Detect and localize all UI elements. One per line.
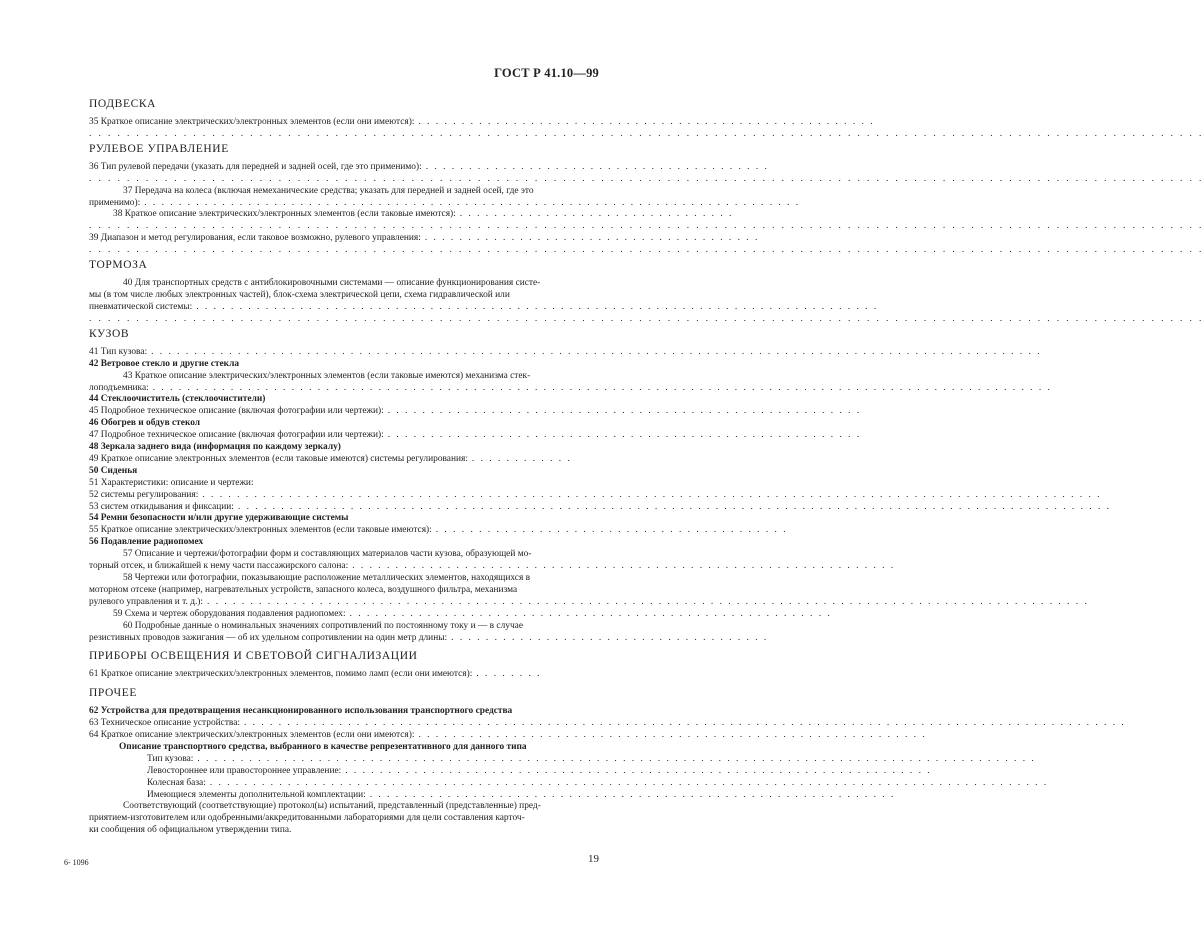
- item-40-line2: мы (в том числе любых электронных частей), блок-схема электрической цепи, схема гидравлической или: [89, 290, 510, 301]
- representative-title: Описание транспортного средства, выбранного в качестве репрезентативного для данного типа: [119, 741, 527, 752]
- fill-line: . . . . . . . . . . . . . . . . . . . . . . . . . . . . . . . . . . . . . . . . . . . . . . . . . . . . . . . . . . . . . . . . . . . . . . . . . . . . . . . . . . . . . . . . . . . . . . . . . . . . . . . . . . . . . . . . . . . . . .: [89, 245, 1204, 256]
- item-51: 51 Характеристики: описание и чертежи:: [89, 477, 254, 488]
- leader-dots: . . . . . . . . . . . . . . . . . . . . . . . . . . . . . . . . . . . . . . . . . . . . . . . . . . . . . . . .: [349, 608, 832, 619]
- leader-dots: . . . . . . . . . . . . . . . . . . . . . . . . . . . . . . . . . . . . . . . . . . . . . . . . . . . . . . . . . . . . . . . . . . . . . . . . . . . . . . . . . . . . . . . . . . . . . . . . . . . . . . .: [151, 346, 1042, 357]
- print-mark: 6- 1096: [64, 858, 89, 867]
- leader-dots: . . . . . . . . . . . . . . . . . . . . . . . . . . . . . . . . . . . . . . . . . . . . . . . . . . . . . . . . . . . . . . .: [352, 561, 896, 572]
- leader-dots: . . . . . . . . . . . . . . . . . . . . . . . . . . . . . . . . . . . . . . . . . . . . . . . . . . . . . . . . . . . . .: [369, 789, 896, 800]
- section-title-steering: РУЛЕВОЕ УПРАВЛЕНИЕ: [89, 142, 229, 155]
- item-37-cont: применимо): . . . . . . . . . . . . . . . . . . . . . . . . . . . . . . . . . . . . . . . . . . . . . . . . . . . . . . . . . . . . . . . . . . . . . . . . . . . .: [89, 197, 801, 208]
- item-47: 47 Подробное техническое описание (включая фотографии или чертежи): . . . . . . . . . . . . . . . . . . . . . . . . . . . . . . . . . . . . . . . . . . . . . . . . . . . . . . .: [89, 430, 862, 441]
- rep-options: Имеющиеся элементы дополнительной комплектации: . . . . . . . . . . . . . . . . . . . . . . . . . . . . . . . . . . . . . . . . . . . . . . . . . . . . . . . . . . . . .: [147, 789, 896, 800]
- page-number: 19: [588, 853, 599, 865]
- leader-dots: . . . . . . . . . . . . . . . . . . . . . . . . . . . . . . . . . . . . . . . . . . . . . . . . . . . . . . . . . . . . . . . . . . . . . . . . . . . . . . . . . . . . . . . . . . . . . . . . . . . . . . . .: [152, 382, 1052, 393]
- leader-dots: . . . . . . . . . . . . . . . . . . . . . . . . . . . . . . . . . . . . . . . . . . . . . . . . . . . . . . . . . . . . . . . . . . . . . . . . . . . . . . .: [196, 301, 879, 312]
- item-58-line3: рулевого управления и т. д.): . . . . . . . . . . . . . . . . . . . . . . . . . . . . . . . . . . . . . . . . . . . . . . . . . . . . . . . . . . . . . . . . . . . . . . . . . . . . . . . . . . . . . . . . . . . . . . . . . . . . . .: [89, 596, 1089, 607]
- item-46: 46 Обогрев и обдув стекол: [89, 418, 201, 429]
- leader-dots: . . . . . . . . . . . . . . . . . . . . . . . . . . . . . . . . . . . . . . . . . . . . . . . . . . . . . . . . . . .: [418, 729, 927, 740]
- rep-wheelbase: Колесная база: . . . . . . . . . . . . . . . . . . . . . . . . . . . . . . . . . . . . . . . . . . . . . . . . . . . . . . . . . . . . . . . . . . . . . . . . . . . . . . . . . . . . . . . . . . . . . . . . .: [147, 777, 1049, 788]
- item-35: 35 Краткое описание электрических/электронных элементов (если они имеются): . . . . . . . . . . . . . . . . . . . . . . . . . . . . . . . . . . . . . . . . . . . . . . . . . . . . .: [89, 116, 875, 127]
- leader-dots: . . . . . . . . . . . . . . . . . . . . . . . . . . . . . . . . . . . . . . . . . . . . . . . . . . . . . . . . . . . . . . . . . . . . . . . . . . . . . . . . . . . . . . . . . . . . . . . . .: [209, 777, 1049, 788]
- item-37: 37 Передача на колеса (включая немеханические средства; указать для передней и задней осей, где это: [123, 185, 534, 196]
- item-40: 40 Для транспортных средств с антиблокировочными системами — описание функционирования систе-: [123, 278, 541, 289]
- item-41: 41 Тип кузова: . . . . . . . . . . . . . . . . . . . . . . . . . . . . . . . . . . . . . . . . . . . . . . . . . . . . . . . . . . . . . . . . . . . . . . . . . . . . . . . . . . . . . . . . . . . . . . . . . . . . . . .: [89, 346, 1042, 357]
- item-38: 38 Краткое описание электрических/электронных элементов (если таковые имеются): . . . . . . . . . . . . . . . . . . . . . . . . . . . . . . . .: [113, 209, 734, 220]
- item-43-cont: лоподъемника: . . . . . . . . . . . . . . . . . . . . . . . . . . . . . . . . . . . . . . . . . . . . . . . . . . . . . . . . . . . . . . . . . . . . . . . . . . . . . . . . . . . . . . . . . . . . . . . . . . . . . . . .: [89, 382, 1052, 393]
- item-36: 36 Тип рулевой передачи (указать для передней и задней осей, где это применимо): . . . . . . . . . . . . . . . . . . . . . . . . . . . . . . . . . . . . . . . .: [89, 161, 769, 172]
- fill-line: . . . . . . . . . . . . . . . . . . . . . . . . . . . . . . . . . . . . . . . . . . . . . . . . . . . . . . . . . . . . . . . . . . . . . . . . . . . . . . . . . . . . . . . . . . . . . . . . . . . . . . . . . . . . . . . . . . . . . .: [89, 313, 1204, 324]
- leader-dots: . . . . . . . . . . . . . . . . . . . . . . . . . . . . . . . . . . . . . . . . . . . . . . . . . . . . . . . . . . . . . . . . . . . .: [345, 765, 932, 776]
- item-63: 63 Техническое описание устройства: . . . . . . . . . . . . . . . . . . . . . . . . . . . . . . . . . . . . . . . . . . . . . . . . . . . . . . . . . . . . . . . . . . . . . . . . . . . . . . . . . . . . . . . . . . . . . . . . . . . . . .: [89, 718, 1126, 729]
- leader-dots: . . . . . . . . . . . . . . . . . . . . . . . . . . . . . . . . . . . . . . .: [424, 233, 760, 244]
- fill-line: . . . . . . . . . . . . . . . . . . . . . . . . . . . . . . . . . . . . . . . . . . . . . . . . . . . . . . . . . . . . . . . . . . . . . . . . . . . . . . . . . . . . . . . . . . . . . . . . . . . . . . . . . . . . . . . . . . . . . .: [89, 173, 1204, 184]
- item-54: 54 Ремни безопасности и/или другие удерживающие системы: [89, 513, 349, 524]
- item-60: 60 Подробные данные о номинальных значениях сопротивлений по постоянному току и — в случае: [123, 620, 523, 631]
- item-39: 39 Диапазон и метод регулирования, если таковое возможно, рулевого управления: . . . . . . . . . . . . . . . . . . . . . . . . . . . . . . . . . . . . . . .: [89, 233, 760, 244]
- leader-dots: . . . . . . . . . . . .: [471, 453, 572, 464]
- closing-line3: ки сообщения об официальном утверждении типа.: [89, 825, 292, 836]
- item-53: 53 систем откидывания и фиксации: . . . . . . . . . . . . . . . . . . . . . . . . . . . . . . . . . . . . . . . . . . . . . . . . . . . . . . . . . . . . . . . . . . . . . . . . . . . . . . . . . . . . . . . . . . . . . . . . . . . . .: [89, 501, 1112, 512]
- item-49: 49 Краткое описание электронных элементов (если таковые имеются) системы регулирования: . . . . . . . . . . . .: [89, 454, 599, 466]
- section-title-suspension: ПОДВЕСКА: [89, 98, 157, 110]
- leader-dots: . . . . . . . . . . . . . . . . . . . . . . . . . . . . . . . . . . . . . . . . . . . . . . . . . . . . . . .: [387, 430, 862, 441]
- leader-dots: . . . . . . . . . . . . . . . . . . . . . . . . . . . . . . . .: [459, 209, 734, 220]
- item-62: 62 Устройства для предотвращения несанкционированного использования транспортного средства: [89, 706, 513, 717]
- rep-body-type: Тип кузова: . . . . . . . . . . . . . . . . . . . . . . . . . . . . . . . . . . . . . . . . . . . . . . . . . . . . . . . . . . . . . . . . . . . . . . . . . . . . . . . . . . . . . . . . . . . . . . . . .: [147, 753, 1036, 764]
- item-55: 55 Краткое описание электрических/электронных элементов (если таковые имеются): . . . . . . . . . . . . . . . . . . . . . . . . . . . . . . . . . . . . . . . . .: [89, 525, 788, 536]
- document-body: [89, 96, 1204, 837]
- item-61: 61 Краткое описание электрических/электронных элементов, помимо ламп (если они имеются): . . . . . . . .: [89, 669, 599, 681]
- section-title-other: ПРОЧЕЕ: [89, 687, 137, 700]
- item-58: 58 Чертежи или фотографии, показывающие расположение металлических элементов, находящихся в: [123, 573, 531, 583]
- item-64: 64 Краткое описание электрических/электронных элементов (если они имеются): . . . . . . . . . . . . . . . . . . . . . . . . . . . . . . . . . . . . . . . . . . . . . . . . . . . . . . . . . . .: [89, 729, 927, 740]
- item-43: 43 Краткое описание электрических/электронных элементов (если таковые имеются) механизма стек-: [123, 370, 531, 381]
- leader-dots: . . . . . . . .: [476, 669, 542, 680]
- section-title-brakes: ТОРМОЗА: [89, 259, 148, 272]
- leader-dots: . . . . . . . . . . . . . . . . . . . . . . . . . . . . . . . . . . . . . . . . . . . . . . . . . . . . .: [418, 116, 875, 127]
- item-40-line3: пневматической системы: . . . . . . . . . . . . . . . . . . . . . . . . . . . . . . . . . . . . . . . . . . . . . . . . . . . . . . . . . . . . . . . . . . . . . . . . . . . . . . .: [89, 301, 879, 312]
- leader-dots: . . . . . . . . . . . . . . . . . . . . . . . . . . . . . . . . . . . . . . . . . . . . . . . . . . . . . . . . . . . . . . . . . . . . . . . . . . . . . . . . . . . . . . . . . . . . . . . . . . . . . . . .: [202, 489, 1102, 500]
- section-title-body: КУЗОВ: [89, 327, 130, 340]
- document-code: ГОСТ Р 41.10—99: [494, 66, 599, 80]
- item-59: 59 Схема и чертеж оборудования подавления радиопомех: . . . . . . . . . . . . . . . . . . . . . . . . . . . . . . . . . . . . . . . . . . . . . . . . . . . . . . . .: [113, 608, 832, 619]
- leader-dots: . . . . . . . . . . . . . . . . . . . . . . . . . . . . . . . . . . . . . . . . . . . . . . . . . . . . . . . . . . . . . . . . . . . . . . . . . . . . . . . . . . . . . . . . . . . . . . . . . . . . .: [237, 501, 1112, 512]
- leader-dots: . . . . . . . . . . . . . . . . . . . . . . . . . . . . . . . . . . . . . . . . . . . . . . . . . . . . . . . . . . . . . . . . . . . . . . . . . . . .: [144, 197, 801, 208]
- item-57-cont: торный отсек, и ближайшей к нему части пассажирского салона: . . . . . . . . . . . . . . . . . . . . . . . . . . . . . . . . . . . . . . . . . . . . . . . . . . . . . . . . . . . . . . .: [89, 561, 896, 572]
- item-60-cont: резистивных проводов зажигания — об их удельном сопротивлении на один метр длины: . . . . . . . . . . . . . . . . . . . . . . . . . . . . . . . . . . . . .: [89, 632, 769, 643]
- closing-line2: приятием-изготовителем или одобренными/аккредитованными лабораториями для цели составления карточ-: [89, 813, 525, 824]
- item-48: 48 Зеркала заднего вида (информация по каждому зеркалу): [89, 442, 341, 453]
- leader-dots: . . . . . . . . . . . . . . . . . . . . . . . . . . . . . . . . . . . . . . . . . . . . . . . . . . . . . . . . . . . . . . . . . . . . . . . . . . . . . . . . . . . . . . . . . . . . . . . . . . . . . .: [207, 596, 1089, 607]
- leader-dots: . . . . . . . . . . . . . . . . . . . . . . . . . . . . . . . . . . . . . . . . . . . . . . . . . . . . . . . . . . . . . . . . . . . . . . . . . . . . . . . . . . . . . . . . . . . . . . . . .: [197, 753, 1036, 764]
- item-52: 52 системы регулирования: . . . . . . . . . . . . . . . . . . . . . . . . . . . . . . . . . . . . . . . . . . . . . . . . . . . . . . . . . . . . . . . . . . . . . . . . . . . . . . . . . . . . . . . . . . . . . . . . . . . . . . . .: [89, 489, 1102, 500]
- leader-dots: . . . . . . . . . . . . . . . . . . . . . . . . . . . . . . . . . . . . . . . .: [425, 161, 769, 172]
- item-45: 45 Подробное техническое описание (включая фотографии или чертежи): . . . . . . . . . . . . . . . . . . . . . . . . . . . . . . . . . . . . . . . . . . . . . . . . . . . . . . .: [89, 406, 862, 417]
- item-50: 50 Сиденья: [89, 465, 138, 476]
- item-44: 44 Стеклоочиститель (стеклоочистители): [89, 394, 266, 405]
- item-56: 56 Подавление радиопомех: [89, 537, 204, 548]
- leader-dots: . . . . . . . . . . . . . . . . . . . . . . . . . . . . . . . . . . . . . . . . . . . . . . . . . . . . . . . . . . . . . . . . . . . . . . . . . . . . . . . . . . . . . . . . . . . . . . . . . . . . . .: [243, 718, 1126, 729]
- item-57: 57 Описание и чертежи/фотографии форм и составляющих материалов части кузова, образующей мо-: [123, 549, 532, 560]
- item-58-line2: моторном отсеке (например, нагревательных устройств, запасного колеса, воздушного фильтра, механизма: [89, 584, 518, 595]
- fill-line: . . . . . . . . . . . . . . . . . . . . . . . . . . . . . . . . . . . . . . . . . . . . . . . . . . . . . . . . . . . . . . . . . . . . . . . . . . . . . . . . . . . . . . . . . . . . . . . . . . . . . . . . . . . . . . . . . . . . . .: [89, 128, 1204, 139]
- section-title-lighting: ПРИБОРЫ ОСВЕЩЕНИЯ И СВЕТОВОЙ СИГНАЛИЗАЦИИ: [89, 650, 418, 663]
- leader-dots: . . . . . . . . . . . . . . . . . . . . . . . . . . . . . . . . . . . . .: [451, 632, 769, 643]
- leader-dots: . . . . . . . . . . . . . . . . . . . . . . . . . . . . . . . . . . . . . . . . . . . . . . . . . . . . . . .: [387, 406, 862, 417]
- leader-dots: . . . . . . . . . . . . . . . . . . . . . . . . . . . . . . . . . . . . . . . . .: [435, 525, 788, 536]
- rep-drive-side: Левостороннее или правостороннее управление: . . . . . . . . . . . . . . . . . . . . . . . . . . . . . . . . . . . . . . . . . . . . . . . . . . . . . . . . . . . . . . . . . . . .: [147, 765, 932, 776]
- item-42: 42 Ветровое стекло и другие стекла: [89, 358, 240, 369]
- fill-line: . . . . . . . . . . . . . . . . . . . . . . . . . . . . . . . . . . . . . . . . . . . . . . . . . . . . . . . . . . . . . . . . . . . . . . . . . . . . . . . . . . . . . . . . . . . . . . . . . . . . . . . . . . . . . . . . . . . . . .: [89, 221, 1204, 232]
- closing-paragraph: Соответствующий (соответствующие) протокол(ы) испытаний, представленный (представленные) пред-: [123, 801, 541, 812]
